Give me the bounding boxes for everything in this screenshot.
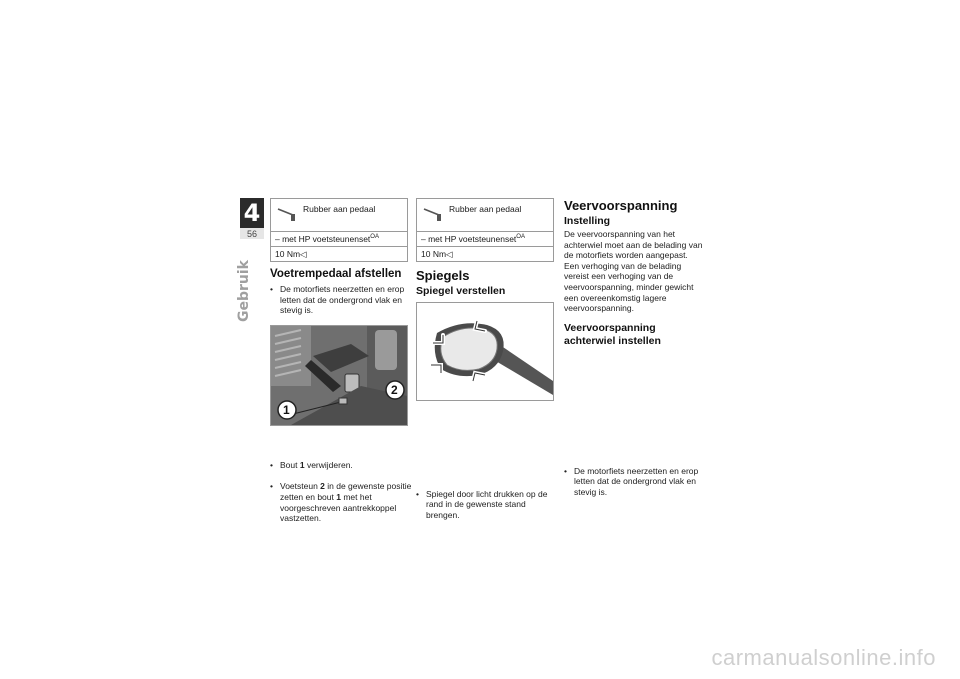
section-heading: Spiegels bbox=[416, 268, 470, 283]
list-item: • Spiegel door licht drukken op de rand in de gewenste stand brengen. bbox=[416, 489, 560, 521]
section-heading: Voetrempedaal afstellen bbox=[270, 268, 402, 280]
wrench-icon bbox=[277, 207, 297, 221]
page-number: 56 bbox=[240, 228, 264, 239]
subsection-heading: Instelling bbox=[564, 215, 611, 227]
figure-callout-1: 1 bbox=[283, 403, 290, 417]
watermark: carmanualsonline.info bbox=[711, 645, 936, 670]
figure-callout-2: 2 bbox=[391, 383, 398, 397]
list-item: • De motorfiets neerzetten en erop letten dat de ondergrond vlak en stevig is. bbox=[564, 466, 708, 498]
table-torque: 10 Nm◁ bbox=[275, 249, 307, 259]
torque-table-2 bbox=[416, 198, 554, 262]
table-option: – met HP voetsteunenset$^{OA}$ bbox=[417, 232, 553, 247]
paragraph: De veervoorspanning van het achterwiel moet aan de belading van de motorfiets worden aangepast. Een verhoging van de belading vereist een verhoging van de veervoorspanning, minder gewicht een overeenkomstig lagere veervoorspanning. bbox=[564, 229, 703, 314]
footrest-illustration bbox=[271, 326, 407, 425]
chapter-title: Gebruik bbox=[236, 260, 252, 322]
mirror-illustration bbox=[417, 303, 553, 400]
torque-table-1 bbox=[270, 198, 408, 262]
subsection-heading: Spiegel verstellen bbox=[416, 285, 506, 297]
subsection-heading: Veervoorspanning achterwiel instellen bbox=[564, 322, 661, 347]
table-option: – met HP voetsteunenset$^{OA}$ bbox=[271, 232, 407, 247]
list-item: • Voetsteun 2 in de gewenste positie zetten en bout 1 met het voorgeschreven aantrekkoppel vastzetten. bbox=[270, 481, 412, 523]
table-torque: 10 Nm◁ bbox=[421, 249, 453, 259]
list-item: • De motorfiets neerzetten en erop letten dat de ondergrond vlak en stevig is. bbox=[270, 284, 412, 316]
footrest-figure bbox=[270, 325, 408, 426]
section-heading: Veervoorspanning bbox=[564, 198, 678, 213]
wrench-icon bbox=[423, 207, 443, 221]
list-item: • Bout 1 verwijderen. bbox=[270, 460, 412, 471]
table-label: Rubber aan pedaal bbox=[449, 204, 522, 214]
table-label: Rubber aan pedaal bbox=[303, 204, 376, 214]
chapter-number: 4 bbox=[240, 198, 264, 228]
mirror-figure bbox=[416, 302, 554, 401]
